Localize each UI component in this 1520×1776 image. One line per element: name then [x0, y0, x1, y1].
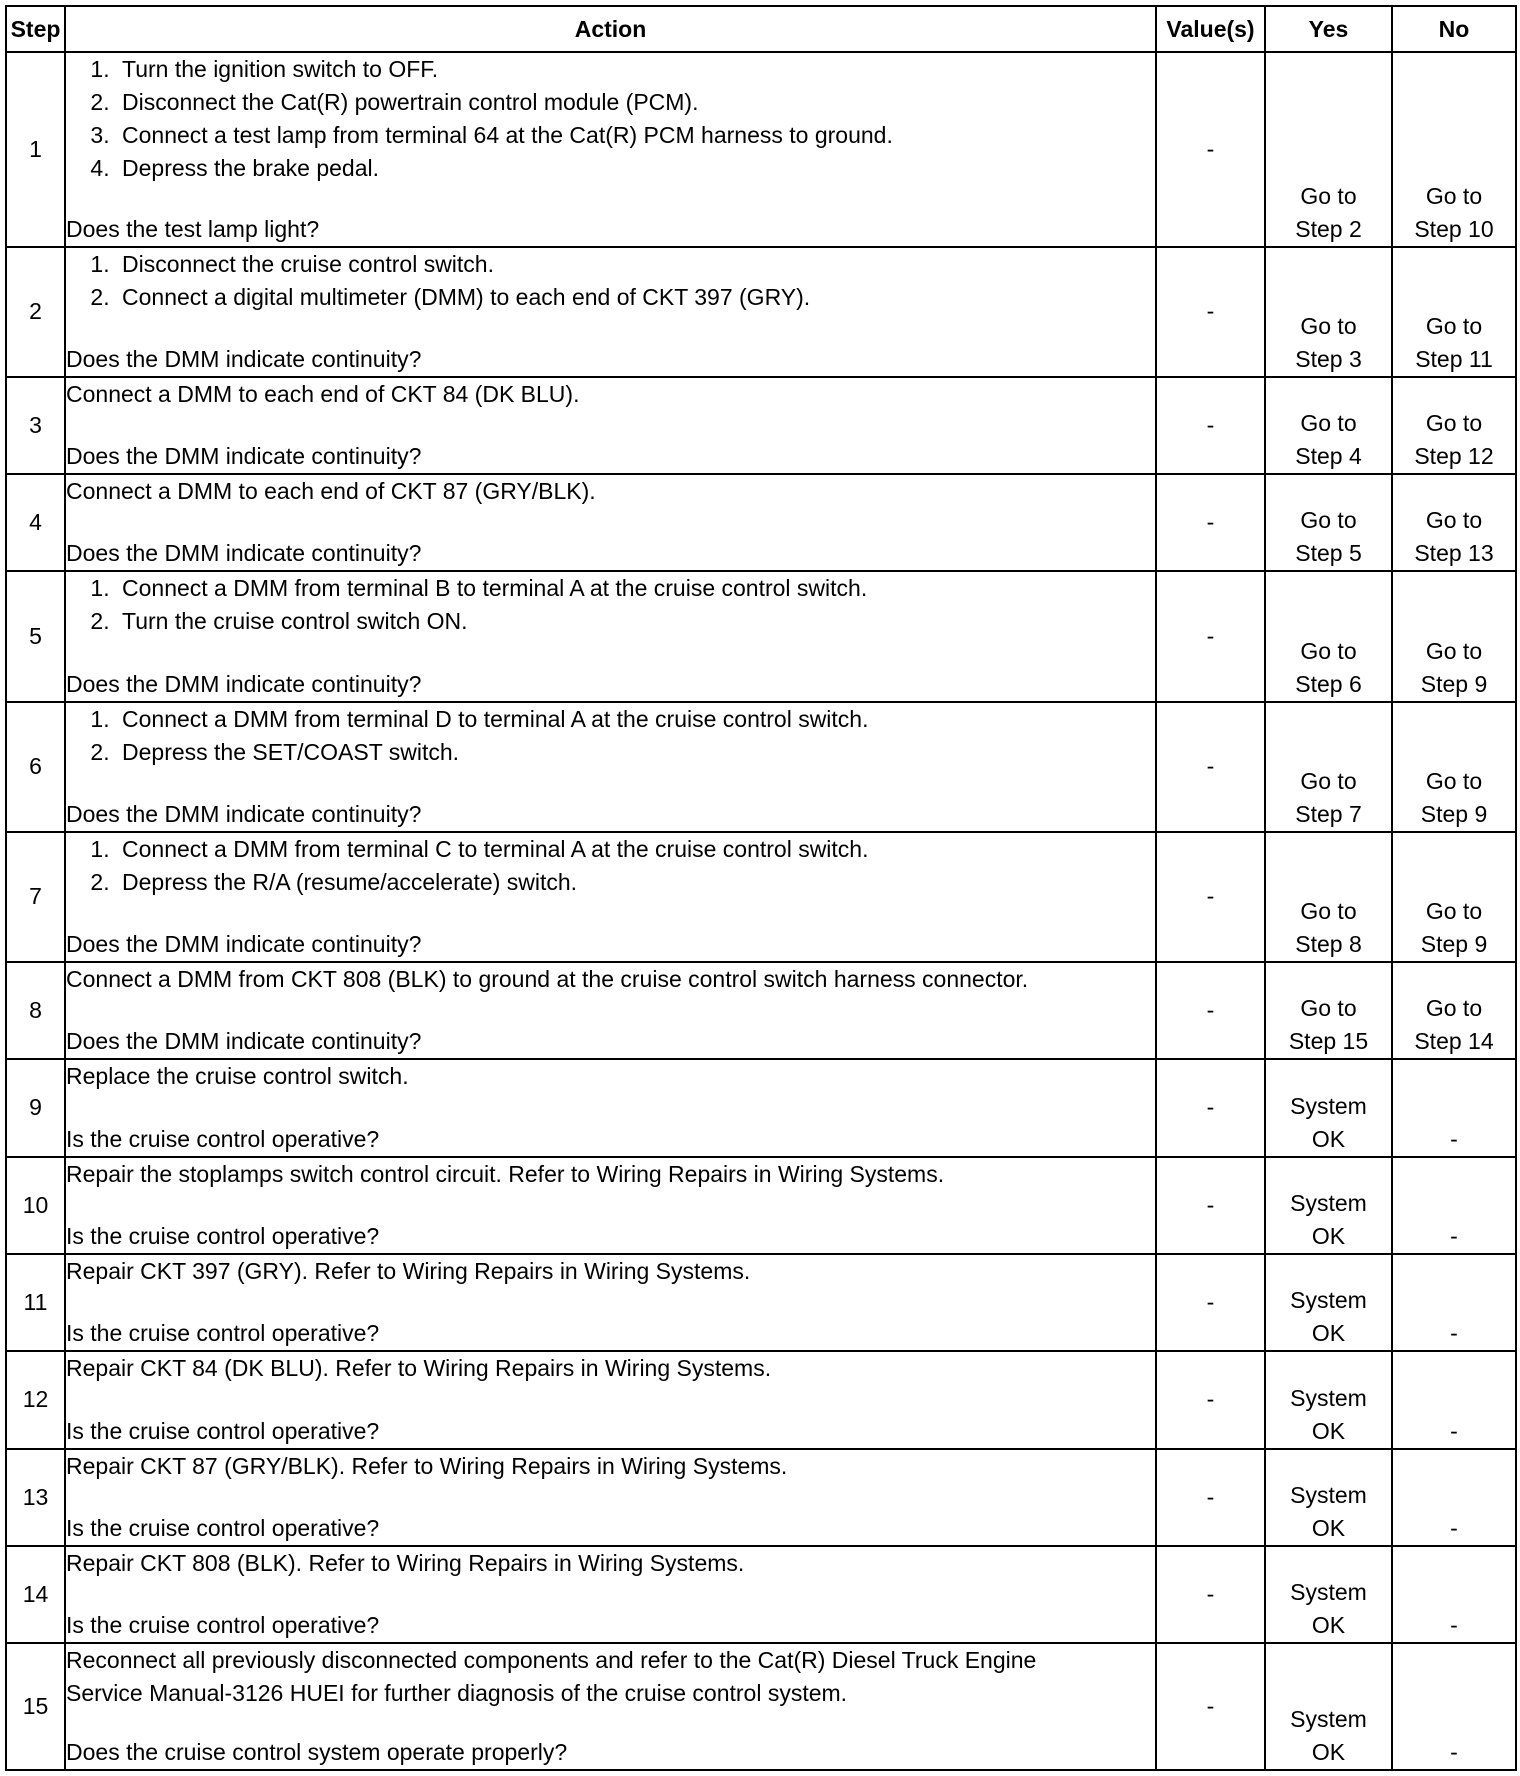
yes-outcome — [1265, 1546, 1392, 1643]
no-outcome — [1392, 1254, 1516, 1351]
yes-outcome-line: System — [1290, 1579, 1367, 1606]
table-row — [6, 1351, 1516, 1448]
table-row — [6, 571, 1516, 701]
action-instructions — [66, 1255, 1155, 1288]
instruction-list — [66, 248, 1155, 314]
yes-outcome-line: OK — [1311, 1320, 1346, 1347]
yes-outcome — [1265, 52, 1392, 247]
value-cell: - — [1156, 247, 1265, 377]
yes-outcome-line: Go to — [1300, 637, 1357, 664]
header-yes: Yes — [1265, 6, 1392, 52]
no-outcome-line: Go to — [1425, 312, 1483, 339]
yes-outcome — [1265, 702, 1392, 832]
action-question: Does the DMM indicate continuity? — [66, 540, 422, 567]
no-outcome-line: - — [1450, 1612, 1458, 1639]
instruction-item: 1. Disconnect the cruise control switch. — [116, 248, 1155, 281]
action-instructions — [66, 378, 1155, 411]
step-number: 13 — [6, 1449, 65, 1546]
action-instructions — [66, 833, 1155, 899]
action-instructions — [66, 248, 1155, 314]
value-cell: - — [1156, 52, 1265, 247]
table-body — [6, 52, 1516, 1770]
action-question: Is the cruise control operative? — [66, 1612, 380, 1639]
header-row — [6, 6, 1516, 52]
action-question: Does the DMM indicate continuity? — [66, 930, 422, 957]
yes-outcome-line: Step 8 — [1295, 930, 1362, 957]
no-outcome — [1392, 1449, 1516, 1546]
action-content — [66, 572, 1155, 700]
action-cell — [65, 1643, 1156, 1770]
no-outcome-line: Step 12 — [1414, 443, 1494, 470]
value-cell: - — [1156, 377, 1265, 474]
no-outcome-line: - — [1450, 1320, 1458, 1347]
no-outcome-line: Go to — [1425, 410, 1483, 437]
yes-outcome — [1265, 377, 1392, 474]
instruction-list — [66, 833, 1155, 899]
instruction-text: Service Manual-3126 HUEI for further diagnosis of the cruise control system. — [66, 1680, 848, 1707]
no-outcome — [1392, 247, 1516, 377]
yes-outcome-line: System — [1290, 1189, 1367, 1216]
yes-outcome-line: OK — [1311, 1612, 1346, 1639]
yes-outcome-line: System — [1290, 1481, 1367, 1508]
yes-outcome-line: Go to — [1300, 767, 1357, 794]
action-question: Does the DMM indicate continuity? — [66, 345, 422, 372]
table-row — [6, 247, 1516, 377]
value-cell: - — [1156, 1643, 1265, 1770]
yes-outcome-line: OK — [1311, 1417, 1346, 1444]
no-outcome-line: Go to — [1425, 767, 1483, 794]
yes-outcome-line: System — [1290, 1092, 1367, 1119]
yes-outcome-line: Step 5 — [1295, 540, 1362, 567]
table-row — [6, 377, 1516, 474]
no-outcome — [1392, 377, 1516, 474]
yes-outcome-line: OK — [1311, 1739, 1346, 1765]
action-cell — [65, 1546, 1156, 1643]
action-instructions — [66, 572, 1155, 638]
yes-outcome-line: Go to — [1300, 995, 1357, 1022]
no-outcome-line: Go to — [1425, 637, 1483, 664]
step-number: 8 — [6, 962, 65, 1059]
value-cell: - — [1156, 1351, 1265, 1448]
action-content — [66, 703, 1155, 831]
action-cell — [65, 247, 1156, 377]
action-instructions — [66, 1158, 1155, 1191]
no-outcome-line: Step 9 — [1420, 800, 1488, 827]
table-row — [6, 1546, 1516, 1643]
value-cell: - — [1156, 474, 1265, 571]
table-row — [6, 962, 1516, 1059]
instruction-list — [66, 703, 1155, 769]
table-row — [6, 1449, 1516, 1546]
action-cell — [65, 52, 1156, 247]
header-values: Value(s) — [1156, 6, 1265, 52]
action-question: Does the DMM indicate continuity? — [66, 443, 422, 470]
action-question: Does the test lamp light? — [66, 215, 320, 242]
instruction-text: Connect a DMM to each end of CKT 84 (DK BLU). — [66, 380, 580, 407]
yes-outcome-line: OK — [1311, 1514, 1346, 1541]
yes-outcome-line: Go to — [1300, 182, 1357, 209]
yes-outcome — [1265, 1059, 1392, 1156]
yes-outcome-line: Go to — [1300, 410, 1357, 437]
yes-outcome — [1265, 1157, 1392, 1254]
value-cell: - — [1156, 962, 1265, 1059]
action-cell — [65, 832, 1156, 962]
no-outcome-line: Step 13 — [1414, 540, 1494, 567]
yes-outcome — [1265, 571, 1392, 701]
table-row — [6, 1254, 1516, 1351]
action-cell — [65, 1449, 1156, 1546]
no-outcome-line: Go to — [1425, 507, 1483, 534]
action-content — [66, 1644, 1155, 1769]
step-number: 11 — [6, 1254, 65, 1351]
value-cell: - — [1156, 832, 1265, 962]
no-outcome-line: - — [1450, 1514, 1458, 1541]
value-cell: - — [1156, 702, 1265, 832]
action-question: Does the DMM indicate continuity? — [66, 670, 422, 697]
action-content — [66, 1547, 1155, 1642]
no-outcome-line: Go to — [1425, 182, 1483, 209]
yes-outcome — [1265, 1254, 1392, 1351]
instruction-list — [66, 572, 1155, 638]
yes-outcome — [1265, 1351, 1392, 1448]
instruction-list — [66, 53, 1155, 185]
yes-outcome-line: Step 7 — [1295, 800, 1362, 827]
table-row — [6, 702, 1516, 832]
no-outcome-line: Go to — [1425, 995, 1483, 1022]
yes-outcome-line: Step 4 — [1295, 443, 1362, 470]
action-instructions — [66, 1352, 1155, 1385]
action-question: Does the DMM indicate continuity? — [66, 800, 422, 827]
table-row — [6, 1059, 1516, 1156]
yes-outcome — [1265, 247, 1392, 377]
action-instructions — [66, 475, 1155, 508]
no-outcome — [1392, 52, 1516, 247]
yes-outcome — [1265, 832, 1392, 962]
yes-outcome-line: Step 6 — [1295, 670, 1362, 697]
no-outcome — [1392, 474, 1516, 571]
action-content — [66, 248, 1155, 376]
yes-outcome-line: Step 3 — [1295, 345, 1362, 372]
no-outcome-line: - — [1450, 1739, 1458, 1765]
instruction-item: 2. Depress the SET/COAST switch. — [116, 736, 1155, 769]
yes-outcome — [1265, 962, 1392, 1059]
yes-outcome-line: System — [1290, 1706, 1367, 1732]
instruction-text: Repair CKT 808 (BLK). Refer to Wiring Repairs in Wiring Systems. — [66, 1549, 745, 1576]
no-outcome-line: Go to — [1425, 897, 1483, 924]
yes-outcome-line: System — [1290, 1287, 1367, 1314]
yes-outcome-line: Go to — [1300, 507, 1357, 534]
step-number: 6 — [6, 702, 65, 832]
action-cell — [65, 1351, 1156, 1448]
action-question: Does the cruise control system operate properly? — [66, 1739, 568, 1765]
action-content — [66, 963, 1155, 1058]
action-cell — [65, 1254, 1156, 1351]
table-row — [6, 474, 1516, 571]
action-cell — [65, 1059, 1156, 1156]
yes-outcome-line: Step 2 — [1295, 215, 1362, 242]
no-outcome — [1392, 962, 1516, 1059]
instruction-text: Reconnect all previously disconnected components and refer to the Cat(R) Diesel Truck Engine — [66, 1647, 1037, 1674]
action-cell — [65, 571, 1156, 701]
no-outcome-line: Step 9 — [1420, 670, 1488, 697]
action-content — [66, 53, 1155, 246]
header-action: Action — [65, 6, 1156, 52]
action-instructions — [66, 53, 1155, 185]
table-row — [6, 1643, 1516, 1770]
no-outcome — [1392, 702, 1516, 832]
table-row — [6, 1157, 1516, 1254]
action-content — [66, 1255, 1155, 1350]
step-number: 14 — [6, 1546, 65, 1643]
action-content — [66, 1450, 1155, 1545]
action-question: Is the cruise control operative? — [66, 1320, 380, 1347]
yes-outcome — [1265, 1449, 1392, 1546]
instruction-item: 1. Connect a DMM from terminal B to terminal A at the cruise control switch. — [116, 572, 1155, 605]
header-no: No — [1392, 6, 1516, 52]
instruction-item: 2. Turn the cruise control switch ON. — [116, 605, 1155, 638]
yes-outcome-line: System — [1290, 1384, 1367, 1411]
action-instructions — [66, 1450, 1155, 1483]
instruction-text: Replace the cruise control switch. — [66, 1063, 409, 1090]
no-outcome — [1392, 832, 1516, 962]
instruction-text: Connect a DMM from CKT 808 (BLK) to ground at the cruise control switch harness connector. — [66, 965, 1029, 992]
action-content — [66, 1060, 1155, 1155]
step-number: 7 — [6, 832, 65, 962]
instruction-item: 3. Connect a test lamp from terminal 64 at the Cat(R) PCM harness to ground. — [116, 119, 1155, 152]
no-outcome — [1392, 1643, 1516, 1770]
no-outcome-line: - — [1450, 1417, 1458, 1444]
no-outcome-line: - — [1450, 1222, 1458, 1249]
yes-outcome-line: OK — [1311, 1222, 1346, 1249]
instruction-item: 2. Disconnect the Cat(R) powertrain control module (PCM). — [116, 86, 1155, 119]
action-question: Is the cruise control operative? — [66, 1222, 380, 1249]
no-outcome — [1392, 1059, 1516, 1156]
no-outcome — [1392, 1157, 1516, 1254]
action-question: Is the cruise control operative? — [66, 1514, 380, 1541]
action-content — [66, 378, 1155, 473]
no-outcome-line: Step 11 — [1415, 345, 1493, 372]
instruction-text: Repair CKT 87 (GRY/BLK). Refer to Wiring Repairs in Wiring Systems. — [66, 1452, 788, 1479]
yes-outcome-line: Step 15 — [1288, 1028, 1369, 1055]
no-outcome — [1392, 1351, 1516, 1448]
instruction-text: Repair CKT 84 (DK BLU). Refer to Wiring Repairs in Wiring Systems. — [66, 1355, 772, 1382]
step-number: 9 — [6, 1059, 65, 1156]
action-content — [66, 1352, 1155, 1447]
action-content — [66, 475, 1155, 570]
instruction-item: 1. Connect a DMM from terminal C to terminal A at the cruise control switch. — [116, 833, 1155, 866]
action-question: Is the cruise control operative? — [66, 1125, 380, 1152]
step-number: 4 — [6, 474, 65, 571]
value-cell: - — [1156, 1254, 1265, 1351]
action-cell — [65, 377, 1156, 474]
table-row — [6, 52, 1516, 247]
no-outcome-line: Step 10 — [1414, 215, 1494, 242]
no-outcome-line: Step 9 — [1420, 930, 1488, 957]
step-number: 3 — [6, 377, 65, 474]
value-cell: - — [1156, 1059, 1265, 1156]
no-outcome — [1392, 1546, 1516, 1643]
diagnostic-table — [5, 5, 1517, 1771]
table-row — [6, 832, 1516, 962]
action-cell — [65, 702, 1156, 832]
instruction-item: 2. Connect a digital multimeter (DMM) to each end of CKT 397 (GRY). — [116, 281, 1155, 314]
yes-outcome-line: Go to — [1300, 312, 1357, 339]
instruction-item: 1. Connect a DMM from terminal D to terminal A at the cruise control switch. — [116, 703, 1155, 736]
value-cell: - — [1156, 1546, 1265, 1643]
action-cell — [65, 474, 1156, 571]
yes-outcome-line: Go to — [1300, 897, 1357, 924]
value-cell: - — [1156, 571, 1265, 701]
action-question: Does the DMM indicate continuity? — [66, 1028, 422, 1055]
step-number: 10 — [6, 1157, 65, 1254]
action-question: Is the cruise control operative? — [66, 1417, 380, 1444]
instruction-item: 1. Turn the ignition switch to OFF. — [116, 53, 1155, 86]
instruction-item: 2. Depress the R/A (resume/accelerate) switch. — [116, 866, 1155, 899]
header-step: Step — [6, 6, 65, 52]
action-cell — [65, 962, 1156, 1059]
step-number: 2 — [6, 247, 65, 377]
action-cell — [65, 1157, 1156, 1254]
action-instructions — [66, 963, 1155, 996]
no-outcome — [1392, 571, 1516, 701]
instruction-text: Repair the stoplamps switch control circuit. Refer to Wiring Repairs in Wiring Systems. — [66, 1160, 945, 1187]
value-cell: - — [1156, 1449, 1265, 1546]
value-cell: - — [1156, 1157, 1265, 1254]
no-outcome-line: - — [1450, 1125, 1458, 1152]
step-number: 15 — [6, 1643, 65, 1770]
no-outcome-line: Step 14 — [1414, 1028, 1494, 1055]
instruction-item: 4. Depress the brake pedal. — [116, 152, 1155, 185]
instruction-text: Repair CKT 397 (GRY). Refer to Wiring Repairs in Wiring Systems. — [66, 1257, 751, 1284]
step-number: 5 — [6, 571, 65, 701]
action-content — [66, 1158, 1155, 1253]
yes-outcome-line: OK — [1311, 1125, 1346, 1152]
action-instructions — [66, 1060, 1155, 1093]
yes-outcome — [1265, 474, 1392, 571]
action-content — [66, 833, 1155, 961]
action-instructions — [66, 703, 1155, 769]
action-instructions — [66, 1547, 1155, 1580]
instruction-text: Connect a DMM to each end of CKT 87 (GRY/BLK). — [66, 478, 596, 505]
step-number: 12 — [6, 1351, 65, 1448]
step-number: 1 — [6, 52, 65, 247]
action-instructions — [66, 1644, 1155, 1710]
yes-outcome — [1265, 1643, 1392, 1770]
